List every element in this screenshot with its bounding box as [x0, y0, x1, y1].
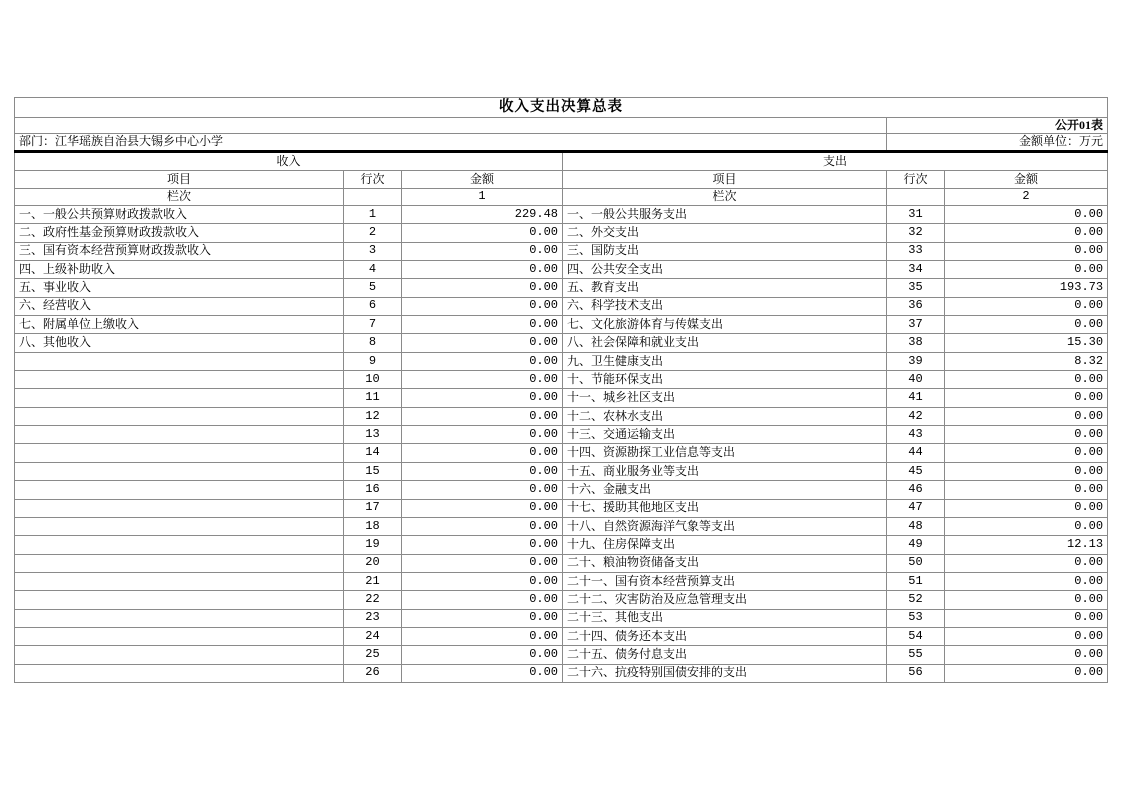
expenditure-amount-cell: 0.00: [945, 316, 1108, 334]
expenditure-amount-cell: 8.32: [945, 352, 1108, 370]
income-line-cell: 26: [344, 664, 402, 682]
income-line-cell: 3: [344, 242, 402, 260]
income-amount-cell: 0.00: [402, 261, 563, 279]
table-row: [15, 371, 1108, 389]
expenditure-item-cell: 二十一、国有资本经营预算支出: [563, 572, 887, 590]
page-title: 收入支出决算总表: [15, 98, 1108, 118]
income-item-cell: [15, 462, 344, 480]
income-line-cell: 20: [344, 554, 402, 572]
table-header-band: [15, 98, 1108, 206]
expenditure-colindex-label: 栏次: [563, 189, 887, 206]
expenditure-item-cell: 十二、农林水支出: [563, 407, 887, 425]
empty-cell: [15, 118, 887, 134]
income-amount-cell: 0.00: [402, 462, 563, 480]
income-line-cell: 24: [344, 627, 402, 645]
expenditure-amount-cell: 15.30: [945, 334, 1108, 352]
income-line-cell: 5: [344, 279, 402, 297]
expenditure-item-cell: 六、科学技术支出: [563, 297, 887, 315]
expenditure-item-cell: 二十二、灾害防治及应急管理支出: [563, 591, 887, 609]
income-item-cell: [15, 407, 344, 425]
income-line-cell: 14: [344, 444, 402, 462]
table-row: [15, 517, 1108, 535]
expenditure-amount-cell: 0.00: [945, 609, 1108, 627]
income-item-cell: [15, 591, 344, 609]
income-line-cell: 22: [344, 591, 402, 609]
table-row: [15, 334, 1108, 352]
income-amount-cell: 0.00: [402, 316, 563, 334]
income-item-cell: 三、国有资本经营预算财政拨款收入: [15, 242, 344, 260]
income-amount-cell: 0.00: [402, 242, 563, 260]
expenditure-amount-cell: 0.00: [945, 591, 1108, 609]
expenditure-item-cell: 二、外交支出: [563, 224, 887, 242]
income-item-cell: [15, 664, 344, 682]
table-row: [15, 554, 1108, 572]
income-item-cell: [15, 352, 344, 370]
expenditure-item-cell: 十六、金融支出: [563, 481, 887, 499]
table-row: [15, 279, 1108, 297]
table-row: [15, 316, 1108, 334]
table-row: [15, 536, 1108, 554]
expenditure-line-cell: 38: [887, 334, 945, 352]
expenditure-item-cell: 十、节能环保支出: [563, 371, 887, 389]
expenditure-item-cell: 二十三、其他支出: [563, 609, 887, 627]
expenditure-item-cell: 十三、交通运输支出: [563, 426, 887, 444]
expenditure-col-amount-header: 金额: [945, 171, 1108, 189]
expenditure-amount-cell: 0.00: [945, 297, 1108, 315]
income-item-cell: [15, 426, 344, 444]
table-row: [15, 462, 1108, 480]
income-section-header: 收入: [15, 152, 563, 171]
expenditure-line-cell: 32: [887, 224, 945, 242]
table-row: [15, 206, 1108, 224]
expenditure-item-cell: 一、一般公共服务支出: [563, 206, 887, 224]
expenditure-item-cell: 八、社会保障和就业支出: [563, 334, 887, 352]
income-line-cell: 6: [344, 297, 402, 315]
income-amount-cell: 0.00: [402, 627, 563, 645]
income-line-cell: 17: [344, 499, 402, 517]
income-item-cell: [15, 481, 344, 499]
table-row: [15, 572, 1108, 590]
expenditure-item-cell: 十四、资源勘探工业信息等支出: [563, 444, 887, 462]
income-line-cell: 16: [344, 481, 402, 499]
income-line-cell: 11: [344, 389, 402, 407]
expenditure-amount-cell: 0.00: [945, 206, 1108, 224]
table-row: [15, 646, 1108, 664]
income-amount-cell: 0.00: [402, 554, 563, 572]
income-line-cell: 25: [344, 646, 402, 664]
expenditure-amount-cell: 0.00: [945, 242, 1108, 260]
income-amount-cell: 0.00: [402, 334, 563, 352]
expenditure-line-cell: 49: [887, 536, 945, 554]
expenditure-line-cell: 47: [887, 499, 945, 517]
expenditure-line-cell: 53: [887, 609, 945, 627]
income-item-cell: [15, 554, 344, 572]
income-line-cell: 15: [344, 462, 402, 480]
income-amount-cell: 0.00: [402, 407, 563, 425]
income-amount-cell: 0.00: [402, 352, 563, 370]
expenditure-amount-cell: 0.00: [945, 224, 1108, 242]
income-amount-cell: 0.00: [402, 224, 563, 242]
expenditure-item-cell: 十七、援助其他地区支出: [563, 499, 887, 517]
expenditure-item-cell: 二十六、抗疫特别国债安排的支出: [563, 664, 887, 682]
table-row: [15, 224, 1108, 242]
income-item-cell: 六、经营收入: [15, 297, 344, 315]
table-row: [15, 407, 1108, 425]
income-item-cell: [15, 536, 344, 554]
expenditure-amount-cell: 0.00: [945, 462, 1108, 480]
income-item-cell: [15, 371, 344, 389]
expenditure-line-cell: 55: [887, 646, 945, 664]
income-item-cell: [15, 517, 344, 535]
table-row: [15, 242, 1108, 260]
income-item-cell: [15, 499, 344, 517]
table-row: [15, 627, 1108, 645]
expenditure-line-cell: 36: [887, 297, 945, 315]
expenditure-item-cell: 七、文化旅游体育与传媒支出: [563, 316, 887, 334]
income-item-cell: 二、政府性基金预算财政拨款收入: [15, 224, 344, 242]
expenditure-item-cell: 二十四、债务还本支出: [563, 627, 887, 645]
expenditure-line-cell: 48: [887, 517, 945, 535]
expenditure-col-item-header: 项目: [563, 171, 887, 189]
income-item-cell: 七、附属单位上缴收入: [15, 316, 344, 334]
expenditure-col-line-header: 行次: [887, 171, 945, 189]
expenditure-line-cell: 41: [887, 389, 945, 407]
expenditure-line-cell: 40: [887, 371, 945, 389]
expenditure-line-cell: 34: [887, 261, 945, 279]
expenditure-item-cell: 十一、城乡社区支出: [563, 389, 887, 407]
income-amount-cell: 0.00: [402, 426, 563, 444]
expenditure-line-cell: 54: [887, 627, 945, 645]
expenditure-amount-cell: 0.00: [945, 554, 1108, 572]
expenditure-line-cell: 44: [887, 444, 945, 462]
expenditure-item-cell: 二十、粮油物资储备支出: [563, 554, 887, 572]
table-row: [15, 444, 1108, 462]
expenditure-item-cell: 四、公共安全支出: [563, 261, 887, 279]
income-item-cell: 八、其他收入: [15, 334, 344, 352]
expenditure-amount-cell: 0.00: [945, 664, 1108, 682]
income-item-cell: [15, 572, 344, 590]
income-line-cell: 9: [344, 352, 402, 370]
income-line-cell: 13: [344, 426, 402, 444]
expenditure-line-cell: 43: [887, 426, 945, 444]
income-amount-cell: 0.00: [402, 481, 563, 499]
income-amount-cell: 0.00: [402, 389, 563, 407]
income-line-cell: 19: [344, 536, 402, 554]
expenditure-line-cell: 50: [887, 554, 945, 572]
expenditure-line-cell: 52: [887, 591, 945, 609]
expenditure-line-cell: 39: [887, 352, 945, 370]
income-amount-cell: 0.00: [402, 517, 563, 535]
income-colindex-value: 1: [402, 189, 563, 206]
income-amount-cell: 0.00: [402, 279, 563, 297]
table-row: [15, 261, 1108, 279]
income-amount-cell: 0.00: [402, 591, 563, 609]
table-row: [15, 609, 1108, 627]
unit-label: 金额单位：万元: [887, 134, 1108, 152]
expenditure-amount-cell: 12.13: [945, 536, 1108, 554]
expenditure-line-cell: 42: [887, 407, 945, 425]
income-col-line-header: 行次: [344, 171, 402, 189]
expenditure-line-cell: 51: [887, 572, 945, 590]
income-amount-cell: 0.00: [402, 572, 563, 590]
income-item-cell: 一、一般公共预算财政拨款收入: [15, 206, 344, 224]
expenditure-amount-cell: 0.00: [945, 444, 1108, 462]
expenditure-item-cell: 五、教育支出: [563, 279, 887, 297]
income-item-cell: [15, 444, 344, 462]
income-colindex-label: 栏次: [15, 189, 344, 206]
table-row: [15, 352, 1108, 370]
expenditure-colindex-value: 2: [945, 189, 1108, 206]
income-amount-cell: 0.00: [402, 444, 563, 462]
income-item-cell: [15, 646, 344, 664]
expenditure-line-cell: 56: [887, 664, 945, 682]
income-item-cell: 五、事业收入: [15, 279, 344, 297]
expenditure-amount-cell: 0.00: [945, 646, 1108, 664]
department-label: 部门：江华瑶族自治县大锡乡中心小学: [15, 134, 887, 152]
income-line-cell: 12: [344, 407, 402, 425]
income-amount-cell: 0.00: [402, 646, 563, 664]
table-body: [15, 206, 1108, 683]
expenditure-section-header: 支出: [563, 152, 1108, 171]
expenditure-amount-cell: 0.00: [945, 627, 1108, 645]
table-row: [15, 499, 1108, 517]
income-line-cell: 7: [344, 316, 402, 334]
expenditure-amount-cell: 193.73: [945, 279, 1108, 297]
expenditure-line-cell: 35: [887, 279, 945, 297]
final-accounts-sheet: [14, 97, 1108, 683]
income-col-item-header: 项目: [15, 171, 344, 189]
expenditure-line-cell: 46: [887, 481, 945, 499]
expenditure-amount-cell: 0.00: [945, 261, 1108, 279]
table-row: [15, 664, 1108, 682]
expenditure-line-cell: 31: [887, 206, 945, 224]
income-item-cell: [15, 609, 344, 627]
income-item-cell: 四、上级补助收入: [15, 261, 344, 279]
expenditure-item-cell: 二十五、债务付息支出: [563, 646, 887, 664]
expenditure-amount-cell: 0.00: [945, 572, 1108, 590]
expenditure-line-cell: 37: [887, 316, 945, 334]
income-amount-cell: 0.00: [402, 664, 563, 682]
income-line-cell: 2: [344, 224, 402, 242]
income-line-cell: 4: [344, 261, 402, 279]
expenditure-item-cell: 十五、商业服务业等支出: [563, 462, 887, 480]
expenditure-amount-cell: 0.00: [945, 407, 1108, 425]
income-amount-cell: 0.00: [402, 609, 563, 627]
expenditure-item-cell: 十八、自然资源海洋气象等支出: [563, 517, 887, 535]
income-amount-cell: 0.00: [402, 371, 563, 389]
table-row: [15, 481, 1108, 499]
empty-cell: [887, 189, 945, 206]
expenditure-item-cell: 三、国防支出: [563, 242, 887, 260]
income-item-cell: [15, 389, 344, 407]
empty-cell: [344, 189, 402, 206]
table-row: [15, 426, 1108, 444]
expenditure-amount-cell: 0.00: [945, 481, 1108, 499]
income-line-cell: 8: [344, 334, 402, 352]
table-code: 公开01表: [887, 118, 1108, 134]
final-accounts-table: [14, 97, 1108, 683]
expenditure-item-cell: 十九、住房保障支出: [563, 536, 887, 554]
expenditure-line-cell: 45: [887, 462, 945, 480]
income-amount-cell: 0.00: [402, 536, 563, 554]
expenditure-amount-cell: 0.00: [945, 499, 1108, 517]
income-col-amount-header: 金额: [402, 171, 563, 189]
expenditure-item-cell: 九、卫生健康支出: [563, 352, 887, 370]
expenditure-amount-cell: 0.00: [945, 389, 1108, 407]
expenditure-amount-cell: 0.00: [945, 426, 1108, 444]
income-line-cell: 1: [344, 206, 402, 224]
expenditure-line-cell: 33: [887, 242, 945, 260]
income-line-cell: 10: [344, 371, 402, 389]
income-amount-cell: 0.00: [402, 297, 563, 315]
income-amount-cell: 229.48: [402, 206, 563, 224]
income-line-cell: 18: [344, 517, 402, 535]
table-row: [15, 389, 1108, 407]
income-line-cell: 23: [344, 609, 402, 627]
income-amount-cell: 0.00: [402, 499, 563, 517]
income-line-cell: 21: [344, 572, 402, 590]
income-item-cell: [15, 627, 344, 645]
table-row: [15, 591, 1108, 609]
table-row: [15, 297, 1108, 315]
expenditure-amount-cell: 0.00: [945, 371, 1108, 389]
expenditure-amount-cell: 0.00: [945, 517, 1108, 535]
